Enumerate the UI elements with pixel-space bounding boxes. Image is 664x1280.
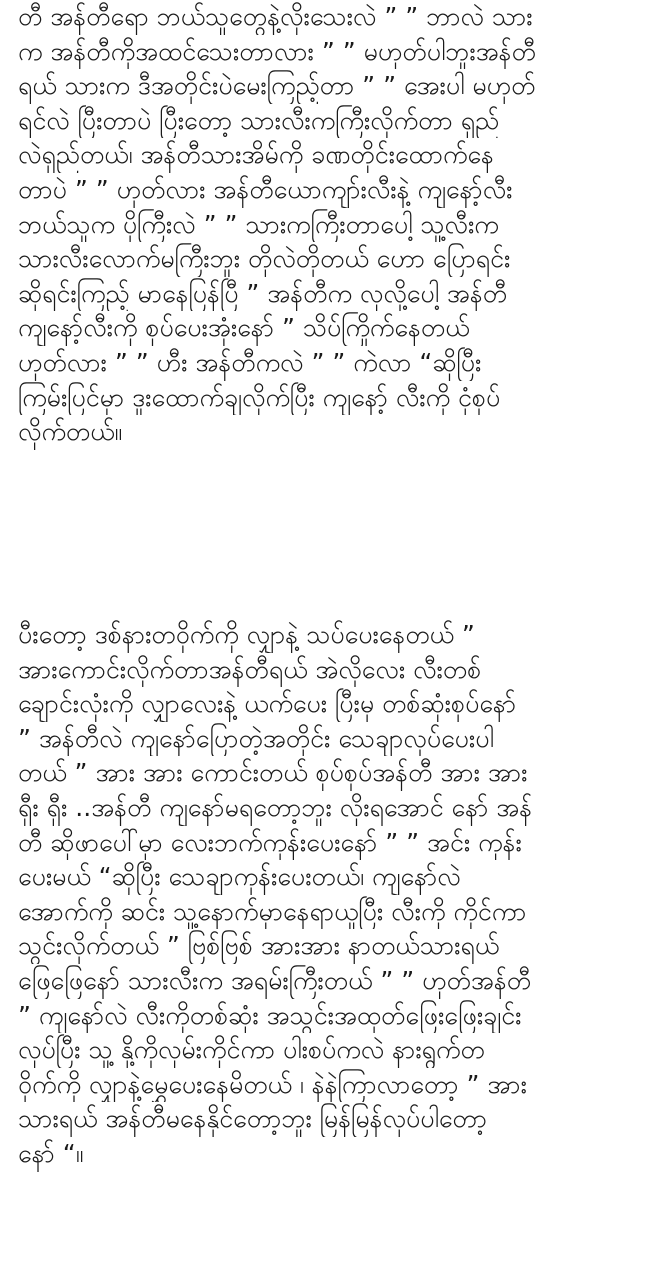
text-line: နော် “။ [18,1138,84,1168]
text-line: သားလီးလောက်မကြီးဘူး တိုလဲတိုတယ် ဟော ပြောရင်း [18,244,511,274]
text-line: အောက်ကို ဆင်း သူ့နောက်မှာနေရာယူပြီး လီးကို ကိုင်ကာ [18,896,527,926]
text-line: ရင်လဲ ပြီးတာပဲ ပြီးတော့ သားလီးကကြီးလိုက်တာ ရှည် [18,105,500,135]
text-line: က အန်တီကိုအထင်သေးတာလား ” ” မဟုတ်ပါဘူးအန်တီ [18,36,536,66]
text-line: တယ် ” အား အား ကောင်းတယ် စုပ်စုပ်အန်တီ အား အား [18,758,528,788]
text-line: ကျနော့်လီးကို စုပ်ပေးအုံးနော် ” သိပ်ကြိုက်နေတယ် [18,313,470,343]
text-line: ကြမ်းပြင်မှာ ဒူးထောက်ချလိုက်ပြီး ကျနော့် လီးကို ငုံစုပ် [18,382,501,412]
text-line: ချောင်းလုံးကို လျှာလေးနဲ့ ယက်ပေး ပြီးမှ တစ်ဆုံးစုပ်နော် [18,689,517,719]
text-line: ပေးမယ် “ဆိုပြီး သေချာကုန်းပေးတယ်၊ ကျနော်လဲ [18,862,461,892]
text-line: ” ကျနော်လဲ လီးကိုတစ်ဆုံး အသွင်းအထုတ်ဖြေးဖြေးချင်း [18,1000,522,1030]
text-line: အားကောင်းလိုက်တာအန်တီရယ် အဲလိုလေး လီးတစ် [18,654,482,684]
paragraph-1 [18,0,648,450]
text-line: ” အန်တီလဲ ကျနော်ပြောတဲ့အတိုင်း သေချာလုပ်ပေးပါ [18,723,494,753]
text-line: ရယ် သားက ဒီအတိုင်းပဲမေးကြည့်တာ ” ” အေးပါ မဟုတ် [18,71,536,101]
text-line: ဘယ်သူက ပိုကြီးလဲ ” ” သားကကြီးတာပေါ့ သူ့လီးက [18,209,499,239]
text-line: ဆိုရင်းကြည့် မာနေပြန်ပြီ ” အန်တီက လှလို့ပေါ့ အန်တီ [18,278,508,308]
text-line: ပီးတော့ ဒစ်နားတဝိုက်ကို လျှာနဲ့ သပ်ပေးနေတယ် ” [18,620,475,649]
text-line: တီ အန်တီရော ဘယ်သူတွေနဲ့လိုးသေးလဲ ” ” ဘာလဲ သား [18,2,533,31]
text-line: လိုက်တယ်။ [18,417,123,447]
text-line: ဖြေဖြေနော် သားလီးက အရမ်းကြီးတယ် ” ” ဟုတ်အန်တီ [18,965,532,995]
text-line: ဝိုက်ကို လျှာနဲ့မွှေပေးနေမိတယ် ၊ နဲနဲကြာလာတော့ ” အား [18,1069,527,1099]
text-line: တာပဲ ” ” ဟုတ်လား အန်တီယောကျာ်းလီးနဲ့ ကျနော့်လီး [18,174,513,204]
text-line: ရှီး ရှီး ..အန်တီ ကျနော်မရတော့ဘူး လိုးရအောင် နော် အန် [18,792,533,822]
text-line: သားရယ် အန်တီမနေနိုင်တော့ဘူး မြန်မြန်လုပ်ပါတော့ [18,1104,488,1134]
text-line: လဲရှည်တယ်၊ အန်တီသားအိမ်ကို ခဏတိုင်းထောက်နေ [18,140,494,170]
text-line: ဟုတ်လား ” ” ဟီး အန်တီကလဲ ” ” ကဲလာ “ဆိုပြီး [18,347,482,377]
text-line: လုပ်ပြီး သူ့ နို့ကိုလှမ်းကိုင်ကာ ပါးစပ်ကလဲ နားရွက်တ [18,1035,485,1065]
text-line: တီ ဆိုဖာပေါ်မှာ လေးဘက်ကုန်းပေးနော် ” ” အင်း ကုန်း [18,827,522,857]
text-line: သွင်းလိုက်တယ် ” ဗြစ်ဗြစ် အားအား နာတယ်သားရယ် [18,931,500,961]
paragraph-2 [18,618,648,1172]
